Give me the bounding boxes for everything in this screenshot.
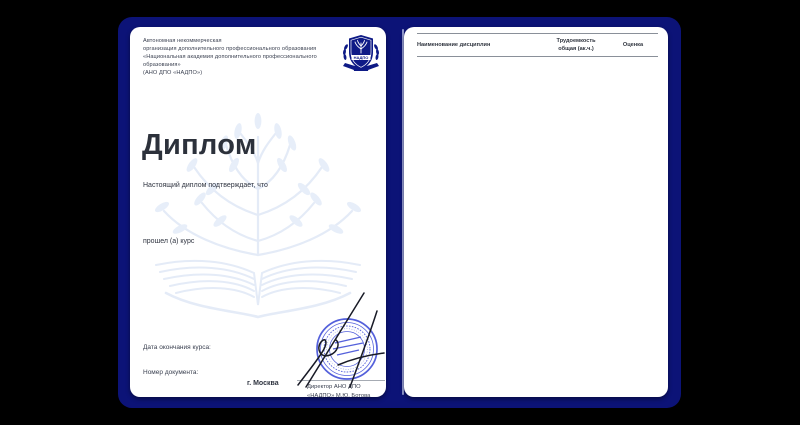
handwritten-signature [298,293,384,387]
column-workload-line: Трудоемкость [556,38,596,44]
disciplines-table-header [417,33,658,57]
city-label: г. Москва [247,380,279,387]
diploma-frame [118,17,681,408]
confirmation-statement: Настоящий диплом подтверждает, что [143,182,268,189]
course-completed-line: прошел (а) курс [143,238,195,245]
organization-name-line: Автономная некоммерческая [143,38,222,44]
organization-name-line: организация дополнительного профессионального образования [143,46,317,52]
organization-name-line: (АНО ДПО «НАДПО») [143,70,203,76]
column-discipline-name: Наименование дисциплин [417,42,491,48]
document-number-label: Номер документа: [143,369,199,376]
diploma-page-right [404,27,668,397]
director-caption-line: «НАДПО» М.Ю. Ботова [307,393,371,399]
official-stamp-and-signature [280,287,400,393]
column-grade: Оценка [622,42,644,48]
emblem-label: НАДПО [353,55,369,60]
column-workload-line: общая (ак.ч.) [558,46,594,52]
nadpo-emblem-icon [341,33,381,77]
diploma-title: Диплом [142,129,257,161]
column-workload [544,37,608,53]
course-end-date-label: Дата окончания курса: [143,344,211,351]
organization-name-line: «Национальная академия дополнительного профессионального [143,54,317,60]
director-caption-line: Директор АНО ДПО [307,384,361,390]
organization-name [143,37,338,77]
organization-name-line: образования» [143,62,181,68]
diploma-page-left [130,27,386,397]
